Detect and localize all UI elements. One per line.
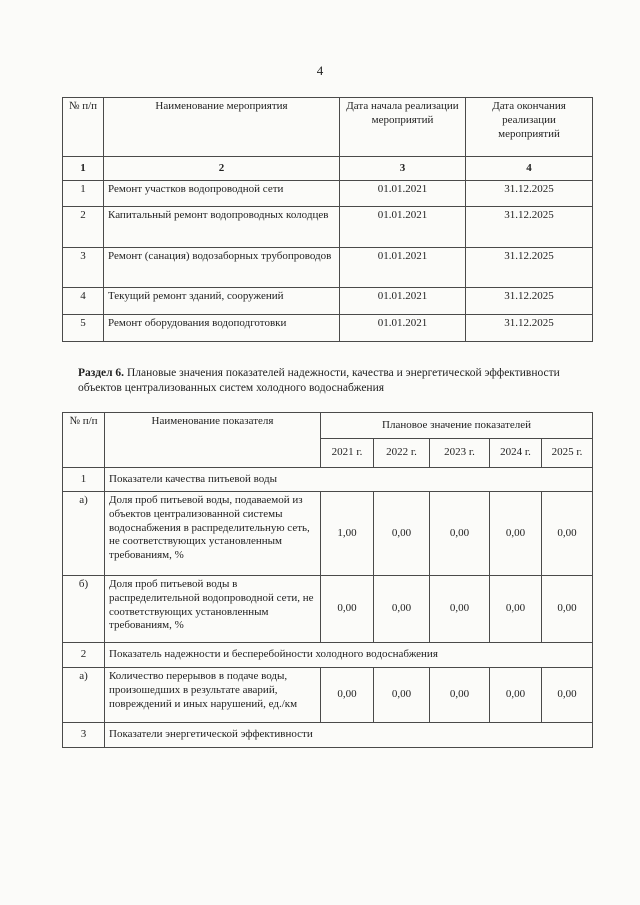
row-start: 01.01.2021 [340,207,466,248]
col-number: 3 [340,157,466,181]
group-title: Показатели энергетической эффективности [105,723,593,748]
table-row [63,576,593,643]
year-2022: 2022 г. [374,439,430,468]
section-6-text: Плановые значения показателей надежности, качества и энергетической эффективности объектов централизованных систем холодного водоснабжения [78,367,560,394]
row-name: Ремонт оборудования водоподготовки [104,315,340,342]
row-num: 3 [63,248,104,288]
table-row [63,315,593,342]
row-value: 0,00 [321,576,374,643]
row-value: 0,00 [542,576,593,643]
row-start: 01.01.2021 [340,288,466,315]
table-header-row [63,98,593,157]
section-6-caption [78,366,578,396]
row-name: Количество перерывов в подаче воды, произошедших в результате аварий, повреждений и иных нарушений, ед./км [105,668,321,723]
section-6-label: Раздел 6. [78,367,125,379]
year-2025: 2025 г. [542,439,593,468]
row-value: 0,00 [542,492,593,576]
column-number-row [63,157,593,181]
row-num: 4 [63,288,104,315]
row-num: а) [63,668,105,723]
group-num: 3 [63,723,105,748]
row-value: 0,00 [490,492,542,576]
col-number: 4 [466,157,593,181]
row-end: 31.12.2025 [466,181,593,207]
row-value: 0,00 [542,668,593,723]
row-name: Ремонт участков водопроводной сети [104,181,340,207]
group-title: Показатели качества питьевой воды [105,468,593,492]
row-value: 0,00 [490,668,542,723]
table-row [63,248,593,288]
row-end: 31.12.2025 [466,207,593,248]
row-name: Текущий ремонт зданий, сооружений [104,288,340,315]
row-name: Доля проб питьевой воды, подаваемой из объектов централизованной системы водоснабжения в распределительную сеть, не соответствующих установленным требованиям, % [105,492,321,576]
row-value: 0,00 [321,668,374,723]
row-value: 0,00 [374,576,430,643]
group-row [63,468,593,492]
header-num: № п/п [63,98,104,157]
row-name: Капитальный ремонт водопроводных колодцев [104,207,340,248]
row-num: б) [63,576,105,643]
row-num: а) [63,492,105,576]
row-value: 1,00 [321,492,374,576]
row-start: 01.01.2021 [340,181,466,207]
row-value: 0,00 [374,492,430,576]
row-end: 31.12.2025 [466,288,593,315]
header-num: № п/п [63,413,105,468]
header-name: Наименование мероприятия [104,98,340,157]
table-row [63,207,593,248]
table-header-row [63,413,593,439]
row-name: Доля проб питьевой воды в распределительной водопроводной сети, не соответствующих установленным требованиям, % [105,576,321,643]
group-title: Показатель надежности и бесперебойности холодного водоснабжения [105,643,593,668]
activities-table [62,97,593,342]
header-end: Дата окончания реализации мероприятий [466,98,593,157]
table-row [63,288,593,315]
row-start: 01.01.2021 [340,315,466,342]
row-num: 5 [63,315,104,342]
year-2023: 2023 г. [430,439,490,468]
row-value: 0,00 [430,576,490,643]
header-name: Наименование показателя [105,413,321,468]
group-row [63,643,593,668]
header-plan: Плановое значение показателей [321,413,593,439]
table-row [63,181,593,207]
col-number: 1 [63,157,104,181]
row-num: 1 [63,181,104,207]
row-value: 0,00 [374,668,430,723]
row-value: 0,00 [430,492,490,576]
year-2021: 2021 г. [321,439,374,468]
col-number: 2 [104,157,340,181]
header-start: Дата начала реализации мероприятий [340,98,466,157]
group-num: 2 [63,643,105,668]
group-row [63,723,593,748]
row-value: 0,00 [430,668,490,723]
row-start: 01.01.2021 [340,248,466,288]
table-row [63,492,593,576]
indicators-table [62,412,593,748]
row-end: 31.12.2025 [466,315,593,342]
row-end: 31.12.2025 [466,248,593,288]
row-value: 0,00 [490,576,542,643]
group-num: 1 [63,468,105,492]
row-name: Ремонт (санация) водозаборных трубопроводов [104,248,340,288]
table-row [63,668,593,723]
row-num: 2 [63,207,104,248]
year-2024: 2024 г. [490,439,542,468]
page-number: 4 [316,63,324,78]
